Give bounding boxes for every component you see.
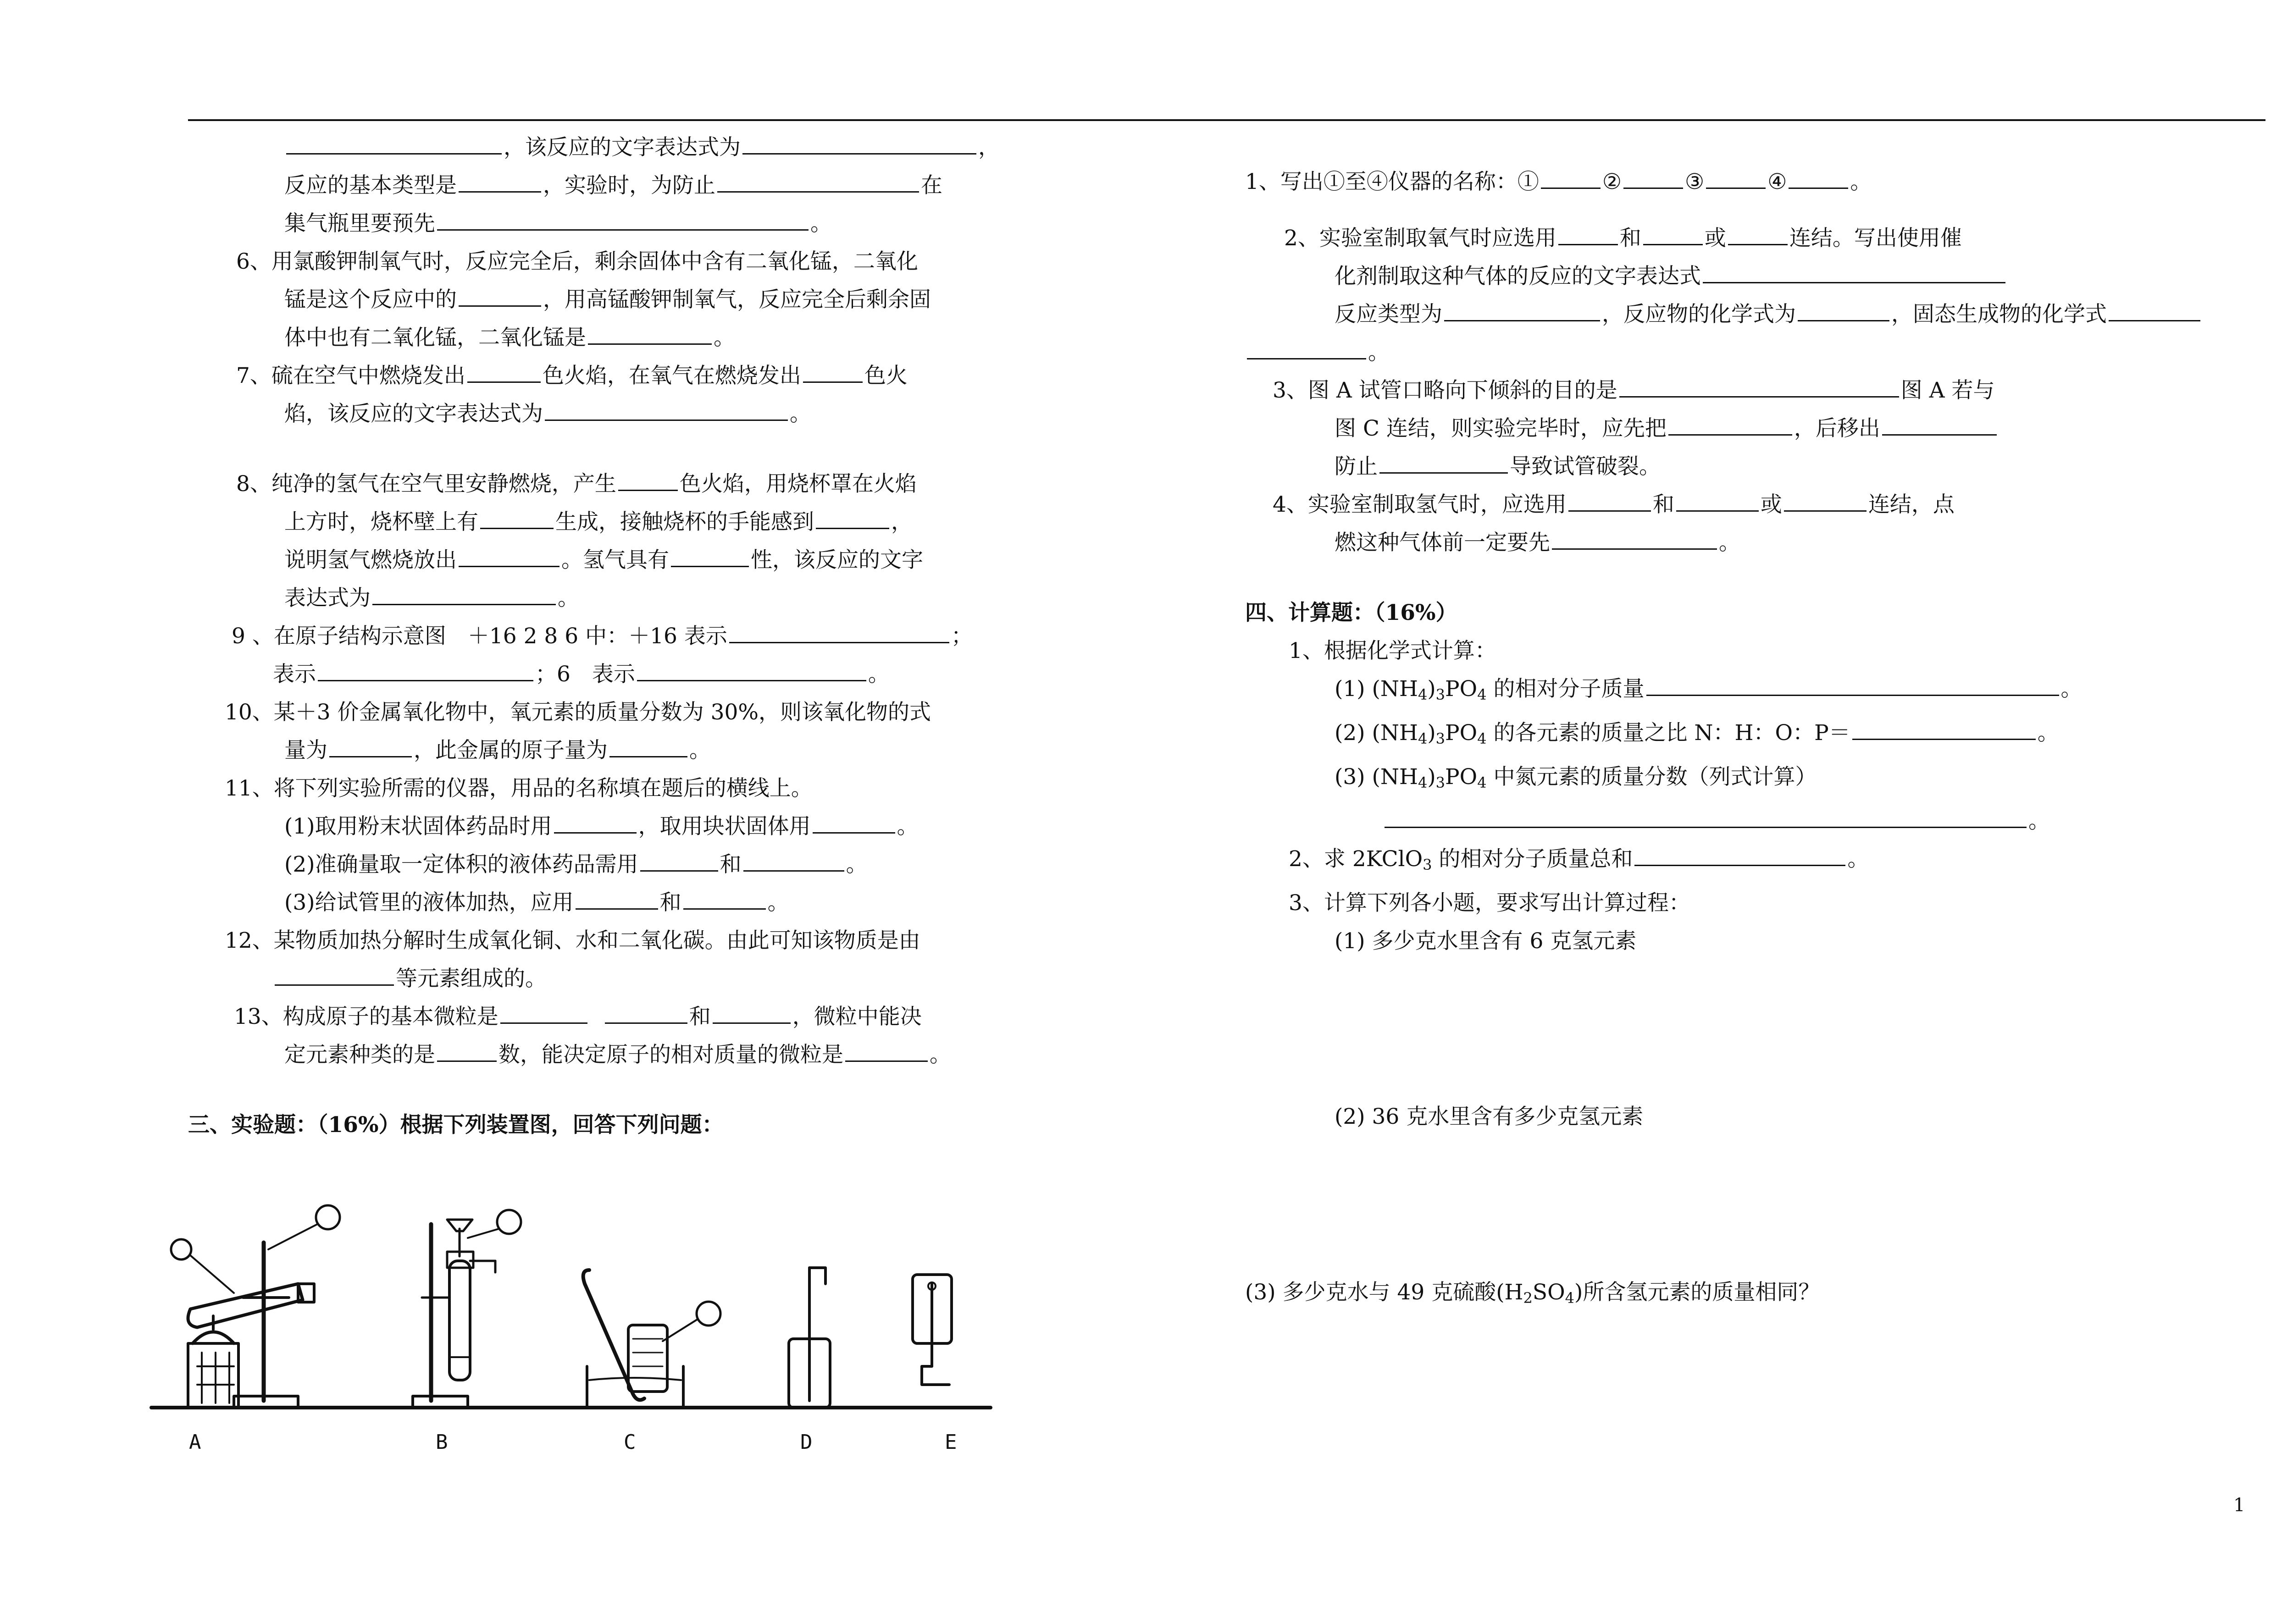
answer-blank[interactable] [459,170,541,193]
answer-blank[interactable] [329,735,412,757]
q8-line-3 [188,541,1014,579]
q8-line-2 [188,503,1014,541]
text: 图 A 若与 [1900,378,1995,403]
text: 和 [1619,226,1641,251]
answer-blank[interactable] [816,507,889,529]
answer-blank[interactable] [717,170,919,193]
text: ，微粒中能决 [792,1004,922,1029]
header-rule [188,119,2265,121]
answer-blank[interactable] [588,322,712,345]
q7-line-1 [188,357,1014,395]
q8-line-4 [188,579,1014,617]
answer-blank[interactable] [1558,223,1618,245]
figure-label-c: C [624,1431,636,1454]
text: 性，该反应的文字 [751,547,923,573]
text: ③ [1685,169,1705,194]
answer-blank[interactable] [372,583,556,605]
text: 。 [790,401,811,426]
answer-blank[interactable] [1784,489,1867,512]
answer-blank[interactable] [637,659,866,681]
answer-blank[interactable] [671,545,749,567]
text: 和 [659,890,681,915]
text: ④ [1767,169,1787,194]
answer-blank[interactable] [1668,413,1792,436]
text: 化剂制取这种气体的反应的文字表达式 [1335,264,1701,289]
q10-line-1 [188,693,1014,731]
r-q4-line-2 [1245,524,2254,562]
calc-3-1: (1) 多少克水里含有 6 克氢元素 [1335,928,1637,954]
text: 上方时，烧杯壁上有 [284,509,478,535]
q5-line-3 [188,204,1014,243]
answer-blank[interactable] [1706,166,1766,189]
text: 表达式为 [284,586,371,611]
q11-line-2 [188,807,1014,845]
text: 连结。写出使用催 [1789,226,1962,251]
figure-label-d: D [800,1431,813,1454]
text: 锰是这个反应中的 [284,287,457,312]
calc-1: 1、根据化学式计算： [1289,638,1496,663]
answer-blank[interactable] [1798,299,1889,321]
answer-blank[interactable] [554,811,637,834]
text: ；6 表示 [535,662,635,687]
text: 。 [1850,169,1872,194]
r-q3-line-2 [1245,409,2254,447]
answer-blank[interactable] [1619,375,1899,398]
answer-blank[interactable] [1552,527,1717,550]
answer-blank[interactable] [1623,166,1683,189]
text: 燃这种气体前一定要先 [1335,530,1550,555]
answer-blank[interactable] [437,1039,497,1062]
text: ，反应物的化学式为 [1602,302,1796,327]
text: 10、某＋3 价金属氧化物中，氧元素的质量分数为 30%，则该氧化物的式 [225,700,931,725]
q9-line-2 [188,655,1014,693]
text: ； [951,624,973,649]
text: 数，能决定原子的相对质量的微粒是 [498,1042,843,1067]
answer-blank[interactable] [1247,337,1366,359]
q10-line-2 [188,731,1014,769]
answer-blank[interactable] [1385,806,2027,828]
answer-blank[interactable] [1646,674,2059,696]
text: 9 、在原子结构示意图 ＋16 2 8 6 中：＋16 表示 [232,624,727,649]
text: 反应的基本类型是 [284,173,457,198]
answer-blank[interactable] [545,398,788,421]
answer-blank[interactable] [609,735,687,757]
text: 量为 [284,738,327,763]
answer-blank[interactable] [683,887,766,910]
calc-1-2: (2) $(NH_4)_3PO_4$ 的各元素的质量之比 N：H：O：P＝ 。 [1245,714,2254,758]
apparatus-figure [147,1192,1018,1476]
text: 色火焰，在氧气在燃烧发出 [542,363,801,388]
answer-blank[interactable] [576,887,658,910]
text: ，后移出 [1794,416,1880,441]
r-q2-line-3 [1245,295,2254,333]
calc-3-3: (3) 多少克水与 49 克硫酸$(H_2SO_4)$所含氢元素的质量相同？ [1245,1280,1820,1307]
text: 12、某物质加热分解时生成氧化铜、水和二氧化碳。由此可知该物质是由 [225,928,920,953]
answer-blank[interactable] [1541,166,1601,189]
text: 色火焰，用烧杯罩在火焰 [679,471,917,497]
r-q2-line-2 [1245,257,2254,295]
text: 图 C 连结，则实验完毕时，应先把 [1335,416,1667,441]
text: 表示 [273,662,316,687]
text: ， [891,509,913,535]
text: 。 [558,586,579,611]
answer-blank[interactable] [1643,223,1703,245]
text: (2)准确量取一定体积的液体药品需用 [284,852,638,877]
text: (3)给试管里的液体加热，应用 [284,890,574,915]
answer-blank[interactable] [1676,489,1759,512]
text: 导致试管破裂。 [1510,454,1661,479]
answer-blank[interactable] [742,132,976,155]
answer-blank[interactable] [1882,413,1997,436]
text: 生成，接触烧杯的手能感到 [555,509,814,535]
text: 。 [846,852,868,877]
text: 等元素组成的。 [396,966,547,991]
calc-1-1: (1) $(NH_4)_3PO_4$ 的相对分子质量 。 [1245,670,2254,714]
text: 。 [714,325,735,350]
answer-blank[interactable] [845,1039,928,1062]
q13-line-1 [188,998,1014,1036]
figure-label-e: E [945,1431,957,1454]
apparatus-e [913,1275,952,1385]
answer-blank[interactable] [437,208,809,231]
answer-blank[interactable] [1634,844,1845,866]
r-q4-line-1 [1245,486,2254,524]
calc-1-3: (3) $(NH_4)_3PO_4$ 中氮元素的质量分数（列式计算） [1335,764,1817,791]
text: ② [1602,169,1622,194]
text: ，该反应的文字表达式为 [504,135,741,160]
answer-blank[interactable] [459,284,541,307]
left-column [188,128,1014,1144]
answer-blank[interactable] [1852,718,2036,740]
q6-line-2 [188,281,1014,319]
calc-3-2: (2) 36 克水里含有多少克氢元素 [1335,1104,1644,1129]
text: 在 [921,173,942,198]
text: 11、将下列实验所需的仪器，用品的名称填在题后的横线上。 [225,776,813,801]
text: 。 [1368,340,1390,365]
text: 。 [689,738,711,763]
text: 和 [1652,492,1674,517]
q11-line-1 [188,769,1014,807]
section-3-heading: 三、实验题：（16%）根据下列装置图，回答下列问题： [188,1112,724,1138]
q6-line-3 [188,319,1014,357]
text: 和 [720,852,742,877]
page-number: 1 [2233,1495,2245,1516]
text: 防止 [1335,454,1378,479]
text: 连结，点 [1868,492,1955,517]
apparatus-c [583,1270,720,1408]
answer-blank[interactable] [803,360,863,383]
answer-blank[interactable] [713,1001,791,1024]
answer-blank[interactable] [729,621,949,643]
text: 或 [1760,492,1782,517]
q7-line-2 [188,395,1014,433]
answer-blank[interactable] [459,545,559,567]
q13-line-2 [188,1036,1014,1074]
answer-blank[interactable] [467,360,541,383]
text: 色火 [864,363,908,388]
text: 。 [1719,530,1740,555]
right-column [1245,163,2254,1317]
text: 6、用氯酸钾制氧气时，反应完全后，剩余固体中含有二氧化锰，二氧化 [236,249,918,274]
apparatus-drawing [147,1192,1018,1449]
answer-blank[interactable] [480,507,554,529]
answer-blank[interactable] [500,1001,587,1024]
answer-blank[interactable] [2109,299,2200,321]
text: 8、纯净的氢气在空气里安静燃烧，产生 [236,471,616,497]
text: 。 [897,814,919,839]
calc-3: 3、计算下列各小题，要求写出计算过程： [1289,890,1690,916]
text: 4、实验室制取氢气时，应选用 [1273,492,1567,517]
answer-blank[interactable] [275,963,394,986]
text: 说明氢气燃烧放出 [284,547,457,573]
q12-line-2 [188,960,1014,998]
text: 3、图 A 试管口略向下倾斜的目的是 [1273,378,1617,403]
text: 或 [1704,226,1726,251]
q8-line-1 [188,465,1014,503]
text: 反应类型为 [1335,302,1442,327]
q12-line-1 [188,922,1014,960]
text: 集气瓶里要预先 [284,211,435,236]
text: ，用高锰酸钾制氧气，反应完全后剩余固 [543,287,931,312]
answer-blank[interactable] [605,1001,687,1024]
text: 。 [810,211,832,236]
text: 2、实验室制取氧气时应选用 [1284,226,1556,251]
text: 焰，该反应的文字表达式为 [284,401,543,426]
q11-line-3 [188,845,1014,884]
answer-blank[interactable] [743,849,844,872]
answer-blank[interactable] [1728,223,1788,245]
calc-2: 2、求 2KClO$_3$ 的相对分子质量总和 。 [1245,840,2254,884]
answer-blank[interactable] [1379,451,1508,474]
answer-blank[interactable] [1568,489,1651,512]
answer-blank[interactable] [1789,166,1848,189]
apparatus-a [171,1205,340,1408]
section-4-heading: 四、计算题：（16%） [1245,600,1457,625]
q5-line-2 [188,166,1014,204]
answer-blank[interactable] [1444,299,1600,321]
r-q3-line-3 [1245,447,2254,486]
figure-label-b: B [436,1431,448,1454]
answer-blank[interactable] [813,811,895,834]
text: 。 [930,1042,951,1067]
text: 7、硫在空气中燃烧发出 [236,363,465,388]
text: (1)取用粉末状固体药品时用 [284,814,552,839]
answer-blank[interactable] [318,659,533,681]
text: 13、构成原子的基本微粒是 [234,1004,498,1029]
text: ，实验时，为防止 [543,173,715,198]
answer-blank[interactable] [640,849,718,872]
text: 1、写出①至④仪器的名称：① [1245,169,1539,194]
answer-blank[interactable] [286,132,502,155]
text: ，取用块状固体用 [638,814,811,839]
apparatus-d [789,1268,830,1408]
r-q2-line-1 [1245,219,2254,257]
q9-line-1 [188,617,1014,655]
answer-blank[interactable] [618,469,678,491]
text: 。氢气具有 [561,547,669,573]
text: 体中也有二氧化锰，二氧化锰是 [284,325,586,350]
figure-label-a: A [189,1431,201,1454]
text: 和 [689,1004,711,1029]
text: ，此金属的原子量为 [414,738,608,763]
q6-line-1 [188,243,1014,281]
text: 。 [868,662,890,687]
text: 。 [767,890,789,915]
q11-line-4 [188,884,1014,922]
q5-line-1: ，该反应的文字表达式为 ， [188,128,1014,166]
r-q2-line-4 [1245,333,2254,371]
calc-1-3-answer: 。 [1245,802,2254,840]
text: ，固态生成物的化学式 [1891,302,2107,327]
apparatus-b [413,1210,521,1408]
text: 定元素种类的是 [284,1042,435,1067]
answer-blank[interactable] [1703,261,2005,283]
r-q1 [1245,163,2254,201]
r-q3-line-1 [1245,371,2254,409]
